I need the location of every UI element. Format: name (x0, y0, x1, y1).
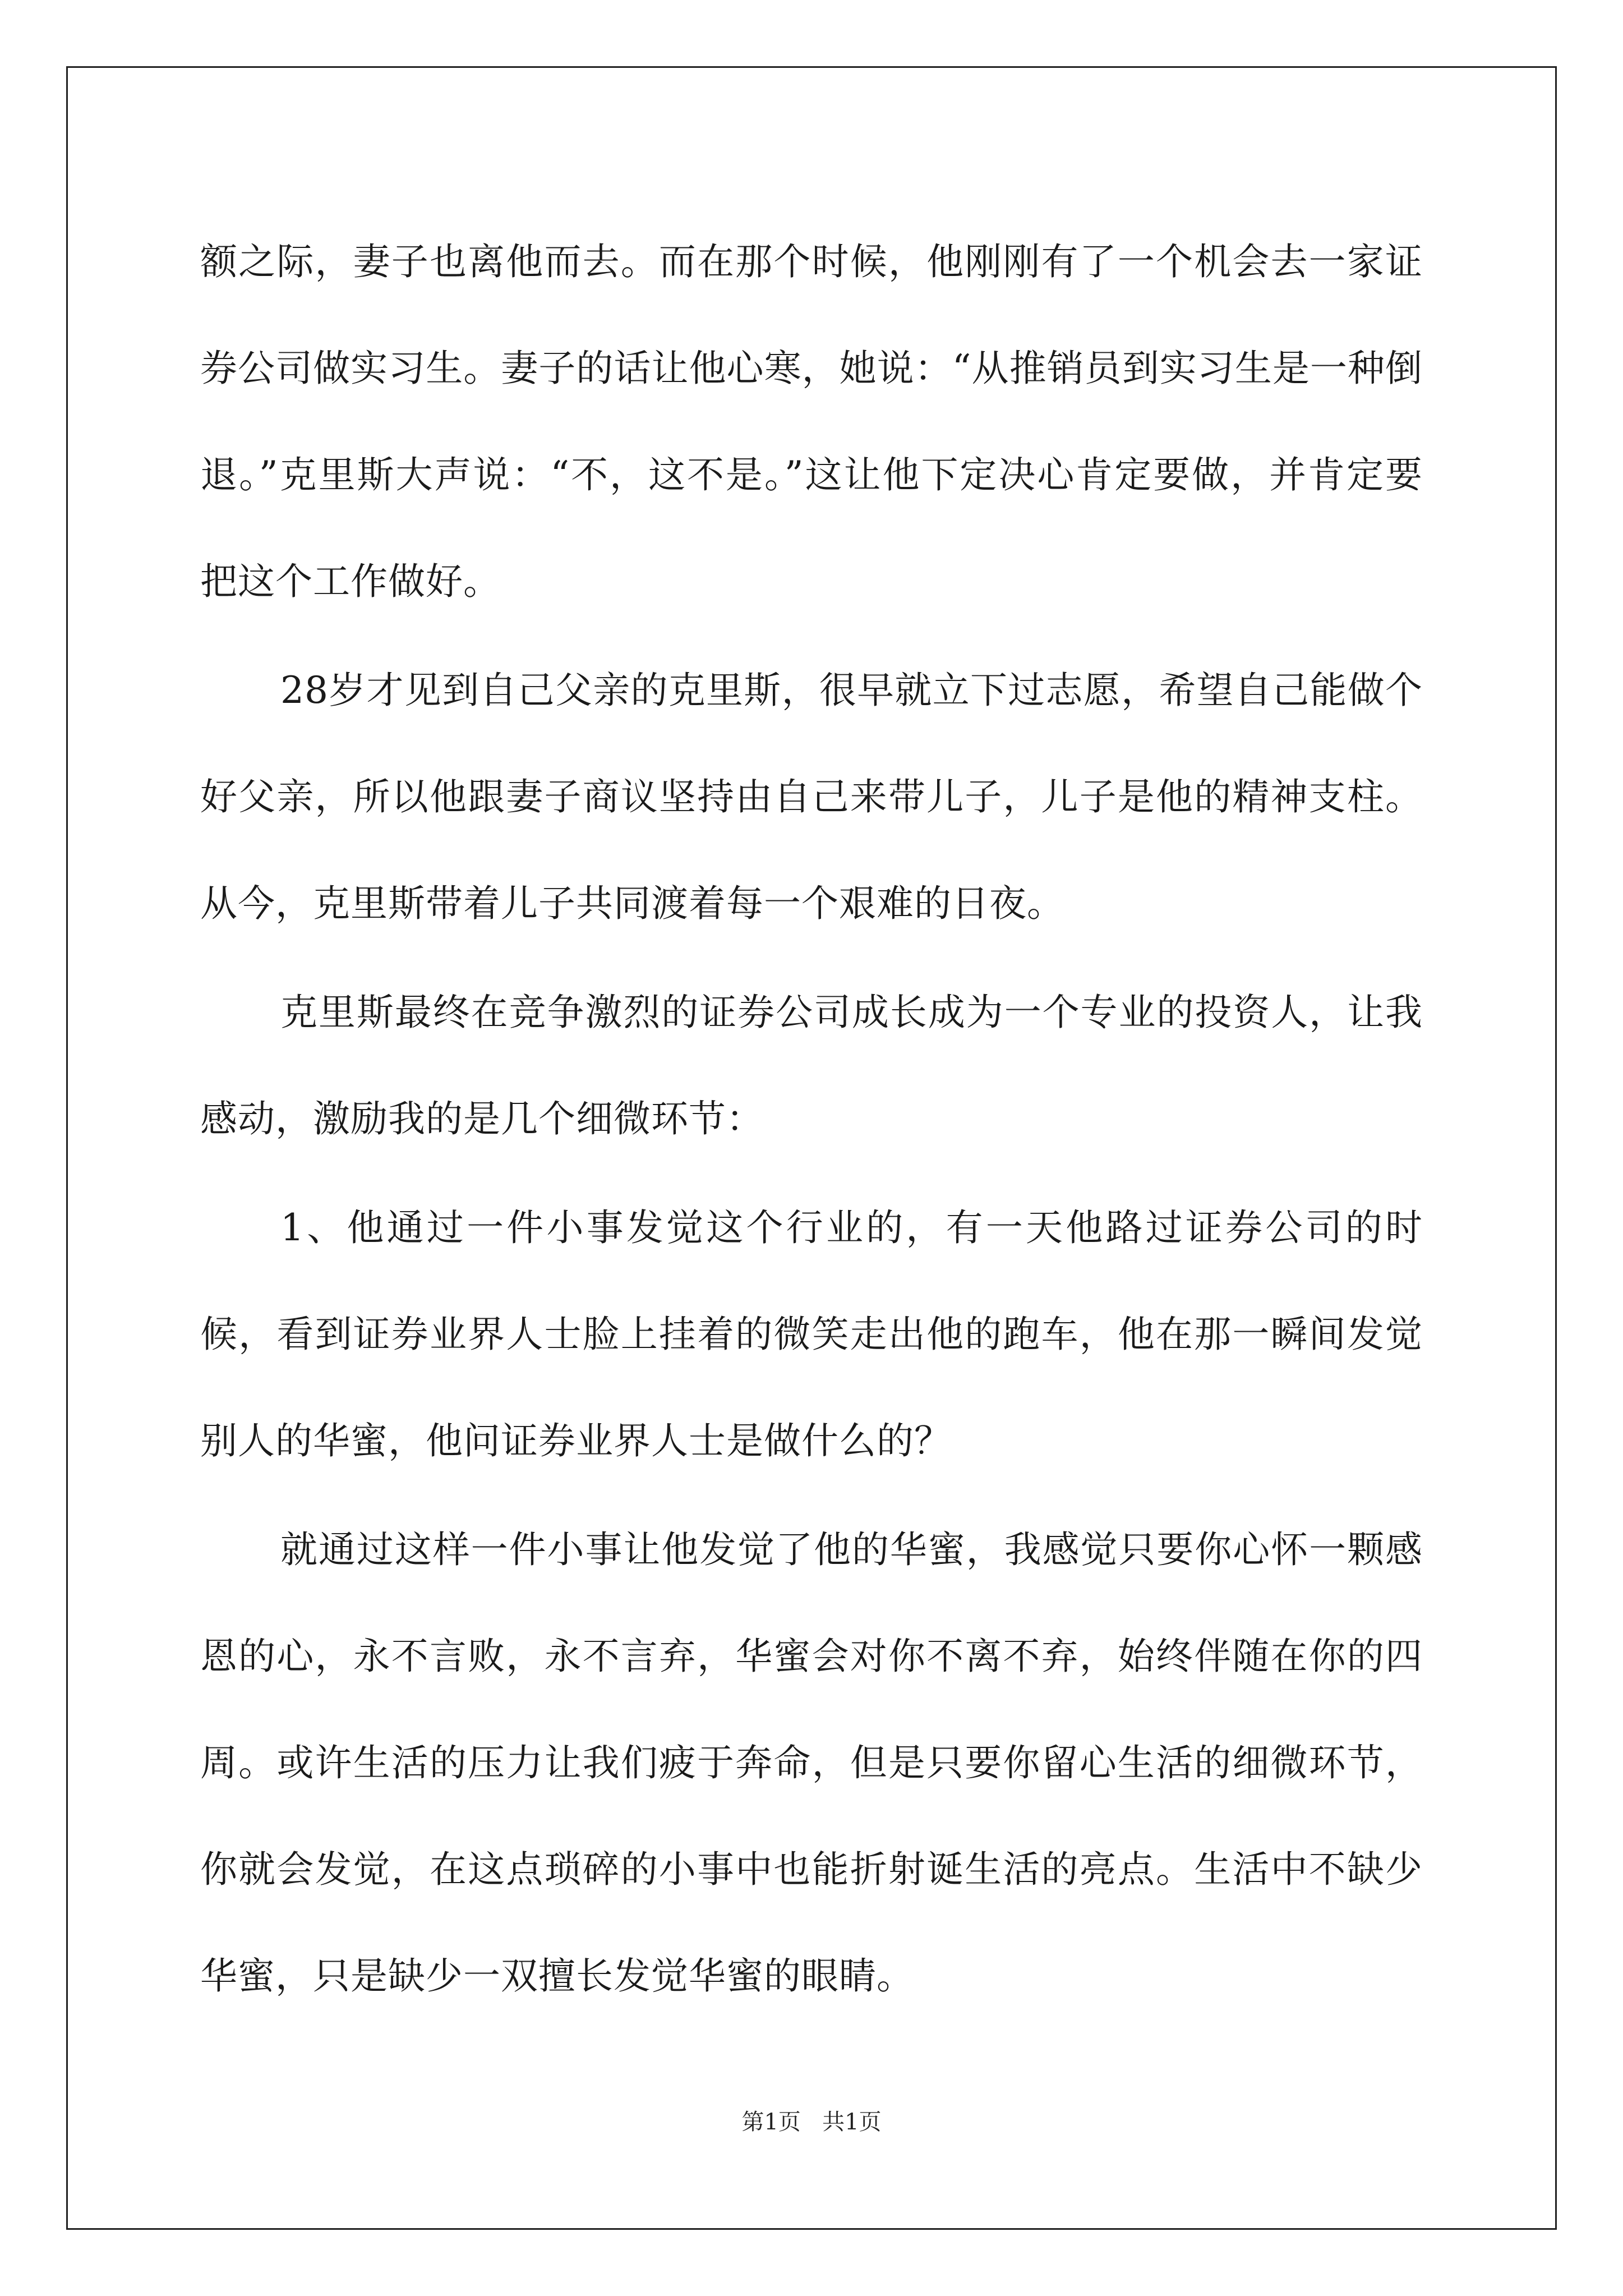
document-body (200, 209, 1423, 2032)
page-footer (0, 2108, 1623, 2136)
paragraph-4: 1、他通过一件小事发觉这个行业的，有一天他路过证券公司的时候，看到证券业界人士脸上挂着的微笑走出他的跑车，他在那一瞬间发觉别人的华蜜，他问证券业界人士是做什么的？ (200, 1206, 1423, 1462)
paragraph-3: 克里斯最终在竞争激烈的证券公司成长成为一个专业的投资人，让我感动，激励我的是几个细微环节： (200, 991, 1423, 1140)
paragraph-1: 额之际，妻子也离他而去。而在那个时候，他刚刚有了一个机会去一家证券公司做实习生。妻子的话让他心寒，她说：“从推销员到实习生是一种倒退。”克里斯大声说：“不，这不是。”这让他下定决心肯定要做，并肯定要把这个工作做好。 (200, 240, 1423, 603)
page-total: 共1页 (822, 2109, 882, 2135)
page-number: 第1页 (741, 2109, 801, 2135)
paragraph-5: 就通过这样一件小事让他发觉了他的华蜜，我感觉只要你心怀一颗感恩的心，永不言败，永不言弃，华蜜会对你不离不弃，始终伴随在你的四周。或许生活的压力让我们疲于奔命，但是只要你留心生活的细微环节，你就会发觉，在这点琐碎的小事中也能折射诞生活的亮点。生活中不缺少华蜜，只是缺少一双擅长发觉华蜜的眼睛。 (200, 1528, 1423, 1998)
paragraph-2: 28岁才见到自己父亲的克里斯，很早就立下过志愿，希望自己能做个好父亲，所以他跟妻子商议坚持由自己来带儿子，儿子是他的精神支柱。从今，克里斯带着儿子共同渡着每一个艰难的日夜。 (200, 669, 1423, 925)
